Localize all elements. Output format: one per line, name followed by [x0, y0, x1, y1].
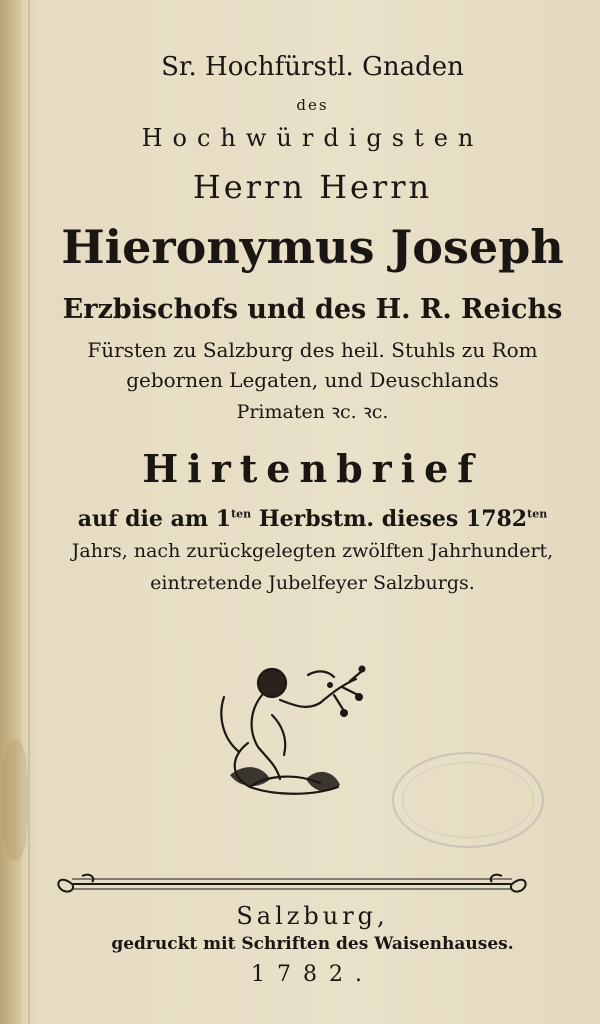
occasion-text-b: Herbstm. dieses 1782 — [251, 506, 528, 532]
article-line: des — [296, 96, 329, 114]
person-name: Hieronymus Joseph — [61, 220, 564, 274]
page-fold-line — [28, 0, 30, 1024]
title-line-prince: Fürsten zu Salzburg des heil. Stuhls zu Rom — [87, 338, 538, 362]
paper-stain — [2, 740, 28, 860]
title-line-legate: gebornen Legaten, und Deuschlands — [126, 368, 499, 392]
cherub-with-branch-icon — [210, 655, 370, 805]
occasion-line-3: eintretende Jubelfeyer Salzburgs. — [150, 572, 475, 594]
address-line: Herrn Herrn — [192, 168, 433, 206]
imprint-place: Salzburg, — [236, 902, 389, 930]
occasion-line-2: Jahrs, nach zurückgelegten zwölften Jahrhundert, — [71, 540, 554, 562]
title-line-primate: Primaten ꝛc. ꝛc. — [236, 401, 389, 423]
ordinal-suffix-1: ten — [231, 507, 252, 521]
book-spine-edge — [0, 0, 22, 1024]
occasion-line — [40, 506, 585, 532]
honorific-line: Hochwürdigsten — [141, 124, 484, 152]
ornamental-rule-icon — [52, 870, 532, 898]
library-stamp-icon — [392, 752, 544, 848]
imprint-year: 1782. — [251, 962, 374, 987]
imprint-printer: gedruckt mit Schriften des Waisenhauses. — [111, 934, 514, 954]
ordinal-suffix-2: ten — [527, 507, 548, 521]
dedication-line: Sr. Hochfürstl. Gnaden — [161, 52, 464, 82]
occasion-text-a: auf die am 1 — [77, 506, 232, 532]
work-title: Hirtenbrief — [142, 446, 483, 491]
title-line-archbishop: Erzbischofs und des H. R. Reichs — [62, 294, 563, 325]
